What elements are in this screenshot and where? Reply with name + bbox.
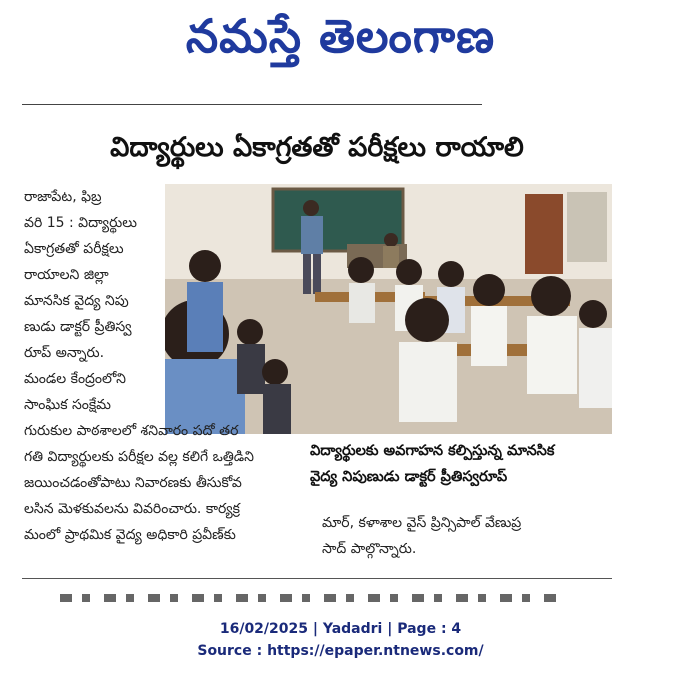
photo-caption-line: విద్యార్థులకు అవగాహన కల్పిస్తున్న మానసిక xyxy=(310,443,555,459)
article-line: సాంఘిక సంక్షేమ xyxy=(24,397,111,413)
article-headline: విద్యార్థులు ఏకాగ్రతతో పరీక్షలు రాయాలి xyxy=(110,132,524,163)
article-line: జయించడంతోపాటు నివారణకు తీసుకోవ xyxy=(24,475,242,491)
article-line: ణుడు డాక్టర్ ప్రీతిస్వ xyxy=(24,319,132,335)
photo-caption-line: వైద్య నిపుణుడు డాక్టర్ ప్రీతిస్వరూప్ xyxy=(310,469,508,485)
article-line: వరి 15 : విద్యార్థులు xyxy=(24,215,137,231)
photo-caption xyxy=(310,438,612,490)
article-line: గురుకుల పాఠశాలలో శనివారం పదో తర xyxy=(24,423,239,439)
window xyxy=(567,192,607,262)
chalkboard xyxy=(273,189,403,251)
bottom-divider xyxy=(22,578,612,579)
door xyxy=(525,194,563,274)
article-line: ఏకాగ్రతతో పరీక్షలు xyxy=(24,241,124,257)
epaper-footer xyxy=(0,618,681,662)
source-url: Source : https://epaper.ntnews.com/ xyxy=(197,643,484,659)
clipped-next-article-edge xyxy=(60,594,560,602)
article-line: గతి విద్యార్థులకు పరీక్షల వల్ల కలిగే ఒత్తిడిని xyxy=(24,449,254,465)
classroom-photo xyxy=(165,184,612,434)
classroom-photo-illustration xyxy=(165,184,612,434)
masthead-title: నమస్తే తెలంగాణ xyxy=(185,9,496,63)
article-line: లసిన మెళకువలను వివరించారు. కార్యక్ర xyxy=(24,501,240,517)
newspaper-masthead xyxy=(0,0,681,84)
article-line: మార్, కళాశాల వైస్ ప్రిన్సిపాల్ వేణుప్ర xyxy=(322,515,522,531)
article-line: మంలో ప్రాథమిక వైద్య అధికారి ప్రవీణ్‌కు xyxy=(24,527,236,543)
article-line: సాద్ పాల్గొన్నారు. xyxy=(322,541,417,557)
article-column-continued xyxy=(24,418,309,548)
article-column-right xyxy=(322,510,612,562)
edition-info: 16/02/2025 | Yadadri | Page : 4 xyxy=(219,621,462,637)
article-column-left xyxy=(24,184,174,418)
article-line: రాయాలని జిల్లా xyxy=(24,267,109,283)
article-line: మండల కేంద్రంలోని xyxy=(24,371,126,387)
top-divider xyxy=(22,104,482,105)
article-line: మానసిక వైద్య నిపు xyxy=(24,293,129,309)
article-line: రూప్ అన్నారు. xyxy=(24,345,105,361)
article-line: రాజాపేట, ఫిబ్ర xyxy=(24,189,102,205)
